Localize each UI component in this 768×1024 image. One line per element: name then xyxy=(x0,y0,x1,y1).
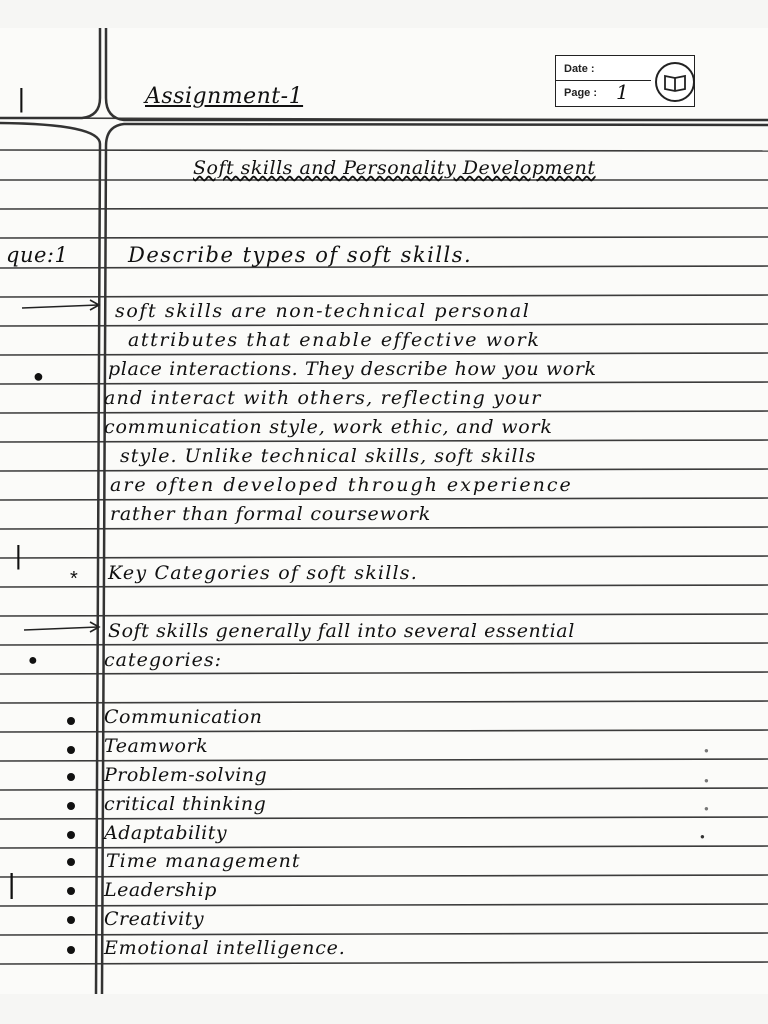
margin-tick-mark: | xyxy=(8,868,16,899)
answer-line: soft skills are non-technical personal xyxy=(115,300,531,322)
page-number: 1 xyxy=(616,80,630,104)
category-item: Adaptability xyxy=(104,822,228,844)
date-box-divider xyxy=(556,80,651,81)
intro-line: categories: xyxy=(104,649,223,671)
answer-line: and interact with others, reflecting your xyxy=(104,387,542,409)
answer-line: communication style, work ethic, and work xyxy=(104,416,553,438)
bullet-icon xyxy=(67,831,75,839)
bullet-icon xyxy=(67,858,75,866)
show-through-dot: ● xyxy=(704,804,709,813)
arrow-icon xyxy=(22,620,102,636)
category-item: Communication xyxy=(104,706,263,728)
subject-title: Soft skills and Personality Development xyxy=(193,157,596,179)
bullet-icon xyxy=(67,746,75,754)
answer-line: place interactions. They describe how you work xyxy=(108,358,597,380)
answer-line: attributes that enable effective work xyxy=(128,329,541,351)
intro-line: Soft skills generally fall into several essential xyxy=(108,620,575,642)
show-through-dot: ● xyxy=(704,746,709,755)
category-item: Teamwork xyxy=(104,735,209,757)
margin-tick-mark: | xyxy=(15,540,22,570)
bullet-icon xyxy=(67,946,75,954)
bullet-icon xyxy=(67,802,75,810)
key-categories-heading: Key Categories of soft skills. xyxy=(108,562,418,584)
answer-line: style. Unlike technical skills, soft skills xyxy=(120,445,537,467)
assignment-title: Assignment-1 xyxy=(145,84,304,109)
answer-line: are often developed through experience xyxy=(110,474,573,496)
page-label: Page : xyxy=(564,87,598,99)
ink-blot-mark: ● xyxy=(28,652,38,669)
asterisk-icon: * xyxy=(70,568,78,590)
date-page-box xyxy=(555,55,695,107)
show-through-dot: ● xyxy=(700,832,705,841)
date-label: Date : xyxy=(564,63,595,75)
category-item: Creativity xyxy=(104,908,205,930)
bullet-icon xyxy=(67,887,75,895)
margin-tick-mark: | xyxy=(18,83,25,113)
show-through-dot: ● xyxy=(704,776,709,785)
notebook-page xyxy=(0,28,768,994)
question-label: que:1 xyxy=(6,243,69,267)
book-logo-icon xyxy=(655,62,695,102)
category-item: Problem-solving xyxy=(104,764,268,786)
category-item: critical thinking xyxy=(104,793,267,815)
category-item: Time management xyxy=(106,850,301,872)
category-item: Emotional intelligence. xyxy=(104,937,346,959)
category-item: Leadership xyxy=(104,879,217,901)
answer-line: rather than formal coursework xyxy=(110,503,432,525)
ink-blot-mark: ● xyxy=(33,366,44,386)
question-text: Describe types of soft skills. xyxy=(128,243,473,267)
bullet-icon xyxy=(67,916,75,924)
bullet-icon xyxy=(67,717,75,725)
arrow-icon xyxy=(20,298,102,314)
bullet-icon xyxy=(67,773,75,781)
